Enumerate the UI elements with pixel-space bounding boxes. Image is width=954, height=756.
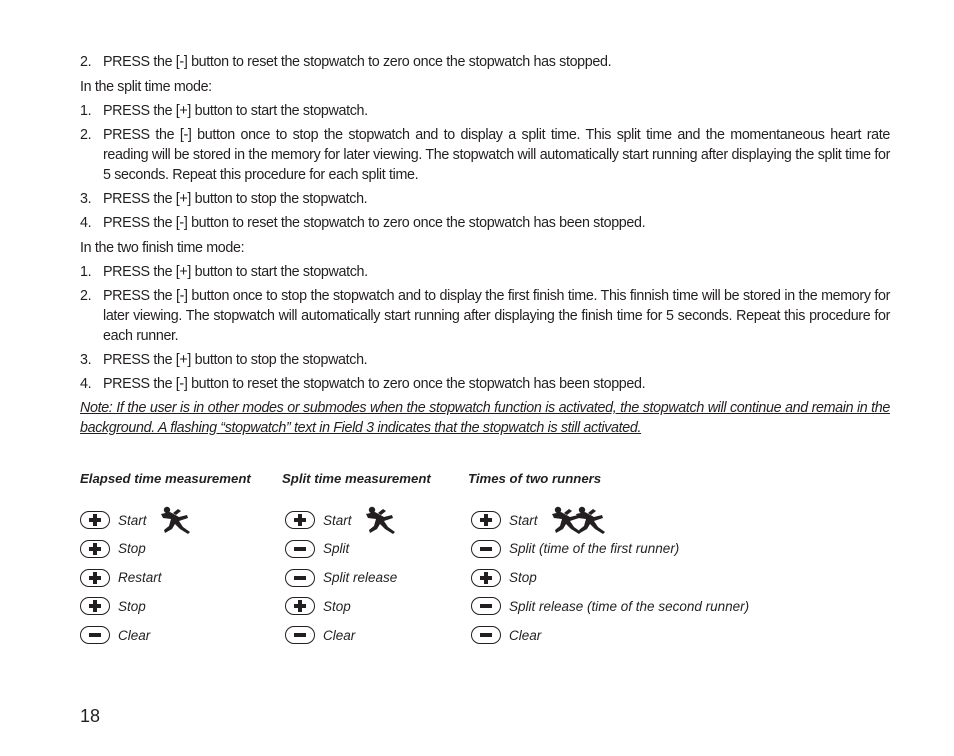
plus-button-icon: [80, 511, 110, 529]
plus-button-icon: [285, 511, 315, 529]
minus-button-icon: [471, 626, 501, 644]
sequence-row: [80, 509, 195, 531]
list-item: [80, 125, 890, 185]
minus-button-icon: [471, 540, 501, 558]
sequence-label: Restart: [118, 570, 162, 586]
sequence-label: Clear: [323, 627, 356, 643]
list-item: [80, 350, 890, 370]
page-number: 18: [80, 706, 101, 726]
minus-button-icon: [285, 569, 315, 587]
runner-icon: [364, 505, 400, 535]
column-title-elapsed: Elapsed time measurement: [80, 471, 251, 486]
item-text: PRESS the [+] button to start the stopwatch.: [103, 264, 368, 280]
item-text: PRESS the [-] button once to stop the stopwatch and to display the first finish time. This finnish time will be stored in the memory for later viewing. The stopwatch will automatically start running after displaying the finish time for 5 seconds. Repeat this procedure for each runner.: [103, 288, 890, 344]
item-text: PRESS the [+] button to stop the stopwatch.: [103, 191, 368, 207]
minus-button-icon: [285, 626, 315, 644]
stopwatch-note: Note: If the user is in other modes or submodes when the stopwatch function is activated, the stopwatch will continue and remain in the background. A flashing “stopwatch” text in Field 3 indicates that the stopwatch is still activated.: [80, 400, 890, 436]
item-number: 4.: [80, 215, 92, 231]
plus-button-icon: [80, 540, 110, 558]
sequence-label: Split release (time of the second runner): [509, 598, 750, 614]
column-title-two-runners: Times of two runners: [468, 471, 602, 486]
item-text: PRESS the [+] button to start the stopwatch.: [103, 103, 368, 119]
plus-button-icon: [80, 569, 110, 587]
sequence-label: Clear: [118, 627, 151, 643]
sequence-row: [471, 538, 679, 560]
finish-mode-heading: In the two finish time mode:: [80, 240, 245, 256]
sequence-row: [80, 624, 150, 646]
sequence-label: Stop: [118, 541, 146, 557]
list-item: [80, 286, 890, 346]
sequence-label: Start: [323, 512, 352, 528]
sequence-row: [471, 509, 610, 531]
sequence-row: [471, 624, 541, 646]
sequence-row: [471, 595, 749, 617]
runner-icon: [574, 505, 610, 535]
item-number: 3.: [80, 191, 92, 207]
list-item: [80, 52, 890, 72]
item-number: 4.: [80, 376, 92, 392]
sequence-label: Clear: [509, 627, 542, 643]
item-number: 2.: [80, 127, 92, 143]
sequence-label: Split: [323, 541, 350, 557]
item-text: PRESS the [+] button to stop the stopwatch.: [103, 352, 368, 368]
minus-button-icon: [285, 540, 315, 558]
sequence-label: Stop: [323, 598, 351, 614]
item-number: 1.: [80, 103, 92, 119]
list-item: [80, 101, 890, 121]
list-item: [80, 189, 890, 209]
minus-button-icon: [471, 597, 501, 615]
list-item: [80, 374, 890, 394]
item-number: 3.: [80, 352, 92, 368]
column-title-split: Split time measurement: [282, 471, 431, 486]
item-text: PRESS the [-] button to reset the stopwatch to zero once the stopwatch has been stopped.: [103, 376, 646, 392]
sequence-row: [285, 595, 351, 617]
sequence-row: [285, 509, 400, 531]
sequence-row: [285, 538, 349, 560]
item-number: 1.: [80, 264, 92, 280]
runner-icon: [159, 505, 195, 535]
item-number: 2.: [80, 288, 92, 304]
sequence-label: Stop: [118, 598, 146, 614]
plus-button-icon: [80, 597, 110, 615]
plus-button-icon: [471, 511, 501, 529]
item-text: PRESS the [-] button to reset the stopwatch to zero once the stopwatch has been stopped.: [103, 215, 646, 231]
split-mode-heading: In the split time mode:: [80, 79, 212, 95]
minus-button-icon: [80, 626, 110, 644]
sequence-label: Split (time of the first runner): [509, 541, 680, 557]
list-item: [80, 213, 890, 233]
sequence-row: [285, 567, 397, 589]
sequence-row: [471, 567, 537, 589]
sequence-label: Stop: [509, 570, 537, 586]
sequence-row: [80, 595, 146, 617]
list-item: [80, 262, 890, 282]
sequence-label: Start: [118, 512, 147, 528]
item-text: PRESS the [-] button once to stop the stopwatch and to display a split time. This split time and the momentaneous heart rate reading will be stored in the memory for later viewing. The stopwatch will automatically start running after displaying the split time for 5 seconds. Repeat this procedure for each split time.: [103, 127, 890, 183]
sequence-row: [80, 538, 146, 560]
sequence-label: Start: [509, 512, 538, 528]
item-text: PRESS the [-] button to reset the stopwatch to zero once the stopwatch has stopped.: [103, 54, 612, 70]
sequence-row: [80, 567, 162, 589]
sequence-row: [285, 624, 355, 646]
plus-button-icon: [471, 569, 501, 587]
plus-button-icon: [285, 597, 315, 615]
item-number: 2.: [80, 54, 92, 70]
sequence-label: Split release: [323, 570, 398, 586]
